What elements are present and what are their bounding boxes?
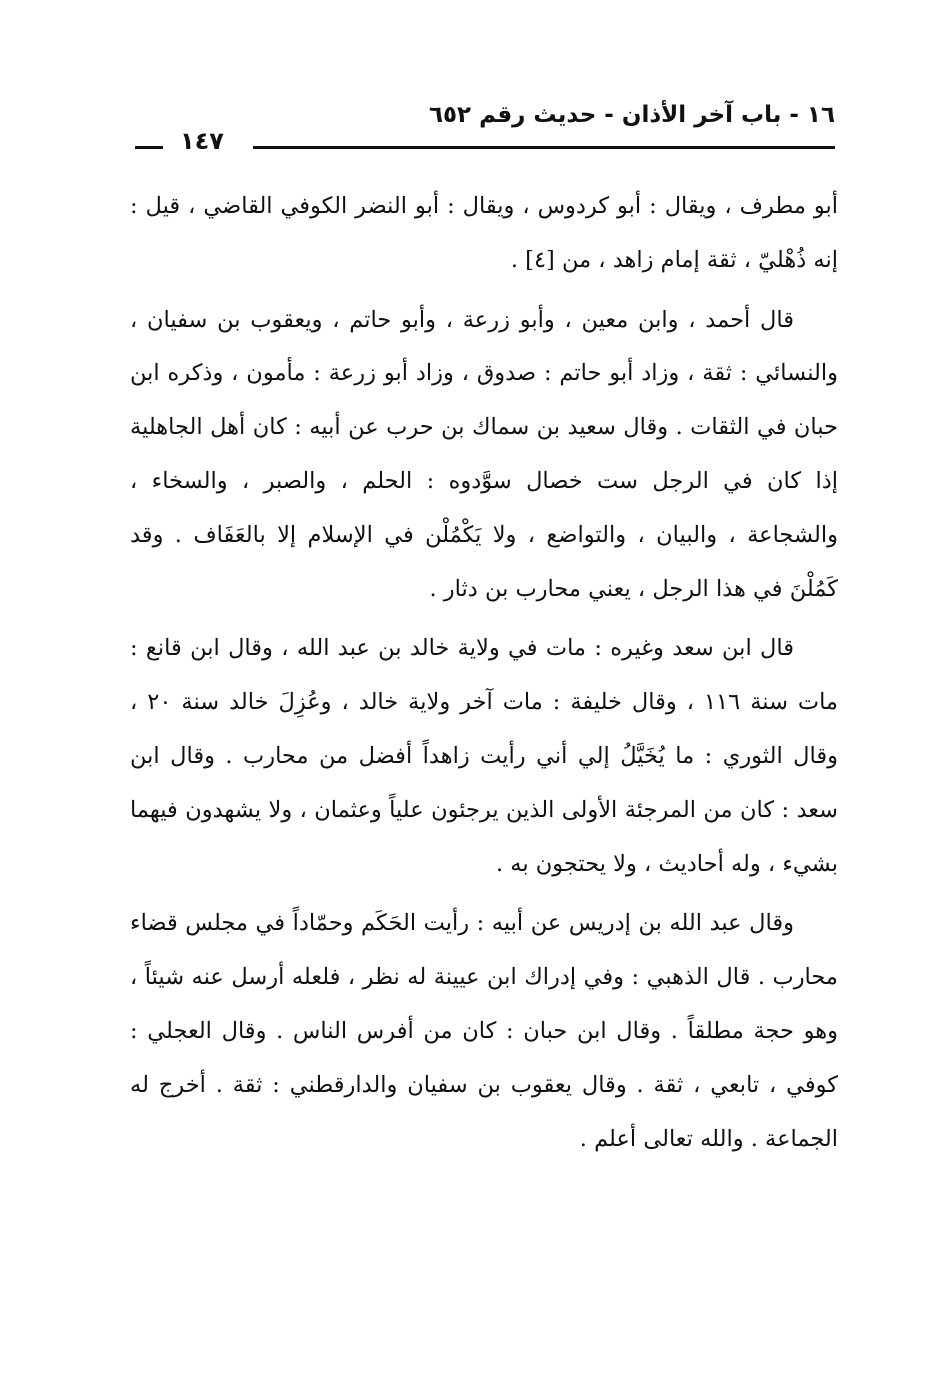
- hadith-number: حديث رقم ٦٥٢: [428, 102, 597, 128]
- running-header: [429, 102, 835, 128]
- paragraph-4: وقال عبد الله بن إدريس عن أبيه : رأيت الحَكَم وحمّاداً في مجلس قضاء محارب . قال الذهبي : وفي إدراك ابن عيينة له نظر ، فلعله أرسل عنه شيئاً ، وهو حجة مطلقاً . وقال ابن حبان : كان من أفرس الناس . وقال العجلي : كوفي ، تابعي ، ثقة . وقال يعقوب بن سفيان والدارقطني : ثقة . أخرج له الجماعة . والله تعالى أعلم .: [130, 910, 838, 1152]
- chapter-title: ١٦ - باب آخر الأذان: [621, 102, 835, 128]
- header-separator: -: [604, 102, 614, 128]
- header-rule: [253, 146, 835, 149]
- paragraph-1: أبو مطرف ، ويقال : أبو كردوس ، ويقال : أبو النضر الكوفي القاضي ، قيل : إنه ذُهْليّ ، ثقة إمام زاهد ، من [٤] .: [130, 193, 838, 273]
- page-number: ١٤٧: [180, 127, 224, 155]
- page-header: [135, 102, 835, 162]
- paragraph-2: قال أحمد ، وابن معين ، وأبو زرعة ، وأبو حاتم ، ويعقوب بن سفيان ، والنسائي : ثقة ، وزاد أبو حاتم : صدوق ، وزاد أبو زرعة : مأمون ، وذكره ابن حبان في الثقات . وقال سعيد بن سماك بن حرب عن أبيه : كان أهل الجاهلية إذا كان في الرجل ست خصال سوَّدوه : الحلم ، والصبر ، والسخاء ، والشجاعة ، والبيان ، والتواضع ، ولا يَكْمُلْن في الإسلام إلا بالعَفَاف . وقد كَمُلْنَ في هذا الرجل ، يعني محارب بن دثار .: [130, 306, 838, 602]
- paragraph-3: قال ابن سعد وغيره : مات في ولاية خالد بن عبد الله ، وقال ابن قانع : مات سنة ١١٦ ، وقال خليفة : مات آخر ولاية خالد ، وعُزِلَ خالد سنة ٢٠ ، وقال الثوري : ما يُخَيَّلُ إلي أني رأيت زاهداً أفضل من محارب . وقال ابن سعد : كان من المرجئة الأولى الذين يرجئون علياً وعثمان ، ولا يشهدون فيهما بشيء ، وله أحاديث ، ولا يحتجون به .: [130, 635, 838, 877]
- body-text: [130, 180, 838, 1166]
- page-number-dash: [135, 146, 163, 149]
